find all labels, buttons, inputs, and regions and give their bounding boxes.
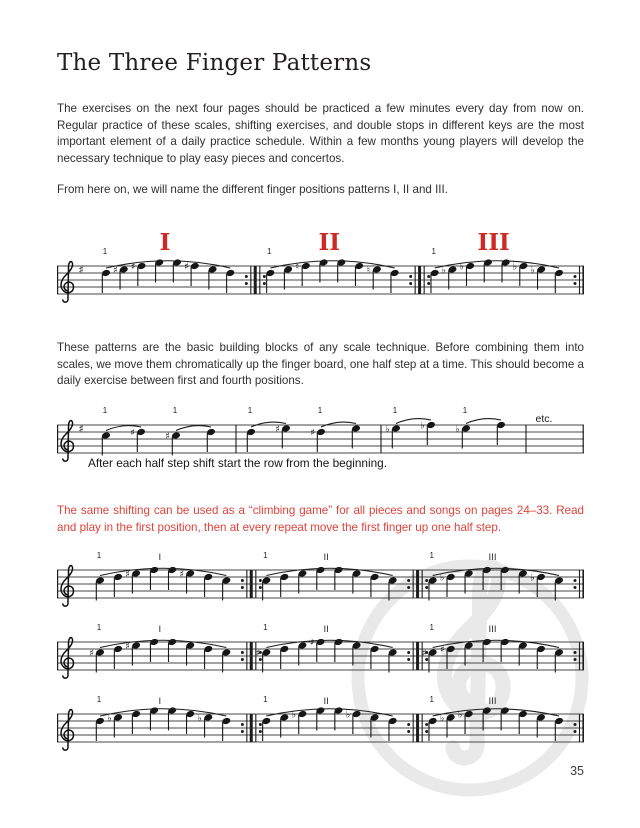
svg-text:♯: ♯ — [165, 430, 170, 442]
svg-text:1: 1 — [263, 551, 268, 560]
staff-system-climbing-row-2-svg — [57, 620, 584, 684]
svg-text:III: III — [488, 624, 497, 635]
svg-text:♭: ♭ — [385, 423, 390, 435]
svg-text:♭: ♭ — [291, 709, 297, 721]
svg-text:II: II — [323, 696, 329, 707]
svg-text:♯: ♯ — [125, 568, 130, 580]
svg-text:♯: ♯ — [112, 264, 118, 276]
svg-text:♯: ♯ — [179, 568, 185, 580]
svg-text:♯: ♯ — [89, 647, 94, 659]
staff-system-climbing-row-3 — [57, 692, 584, 761]
svg-text:♭: ♭ — [420, 420, 425, 432]
svg-text:1: 1 — [429, 695, 434, 704]
svg-text:♭: ♭ — [530, 264, 535, 276]
svg-text:1: 1 — [96, 695, 102, 704]
svg-text:♯: ♯ — [78, 263, 84, 277]
svg-text:♮: ♮ — [295, 261, 300, 273]
intro-paragraph: The exercises on the next four pages should be practiced a few minutes every day from now on. Regular practice of these scales, shifting exercises, and double stops in different keys are the most important element of a daily practice schedule. Within a few months young players will develop the necessary technique to play easy pieces and concertos. — [57, 102, 584, 165]
svg-text:♯: ♯ — [130, 427, 135, 439]
svg-text:♯: ♯ — [130, 261, 136, 273]
svg-text:♭: ♭ — [458, 709, 463, 721]
svg-text:♯: ♯ — [125, 640, 130, 652]
svg-text:♭: ♭ — [197, 712, 203, 724]
svg-text:♯: ♯ — [78, 422, 84, 436]
svg-text:II: II — [318, 229, 341, 256]
svg-text:♭: ♭ — [530, 572, 535, 584]
svg-text:♭: ♭ — [107, 712, 112, 724]
svg-text:II: II — [323, 624, 329, 635]
staff-system-climbing-row-3-svg — [57, 692, 584, 756]
svg-text:etc.: etc. — [535, 413, 553, 425]
svg-text:1: 1 — [462, 406, 468, 415]
svg-text:♭: ♭ — [439, 712, 445, 724]
staff-system-climbing-row-1 — [57, 548, 584, 617]
shift-caption: After each half step shift start the row from the beginning. — [88, 456, 388, 470]
svg-text:♯: ♯ — [275, 423, 280, 435]
svg-text:1: 1 — [263, 623, 268, 632]
svg-text:III: III — [488, 696, 497, 707]
svg-text:♯: ♯ — [310, 427, 315, 439]
svg-text:♯: ♯ — [184, 261, 189, 273]
svg-text:II: II — [323, 552, 329, 563]
svg-text:♯: ♯ — [255, 647, 261, 659]
building-blocks-paragraph: These patterns are the basic building blocks of any scale technique. Before combining them into scales, we move them chromatically up the finger board, one half step at a time. This should become a daily exercise between first and fourth positions. — [57, 341, 584, 388]
staff-system-patterns-overview — [57, 222, 584, 311]
staff-system-patterns-overview-svg — [57, 222, 584, 306]
svg-text:I: I — [159, 229, 171, 256]
svg-text:♯: ♯ — [439, 644, 445, 656]
svg-text:♭: ♭ — [439, 572, 445, 584]
svg-text:♭: ♭ — [455, 423, 460, 435]
svg-text:1: 1 — [429, 551, 434, 560]
svg-text:1: 1 — [247, 406, 253, 415]
svg-text:I: I — [158, 696, 162, 707]
svg-text:1: 1 — [263, 695, 268, 704]
svg-text:♯: ♯ — [309, 637, 315, 649]
svg-text:♯: ♯ — [421, 647, 427, 659]
svg-text:1: 1 — [96, 551, 102, 560]
svg-text:1: 1 — [431, 247, 436, 256]
svg-text:1: 1 — [317, 406, 323, 415]
svg-text:1: 1 — [102, 406, 108, 415]
staff-system-chromatic-shift-svg — [57, 405, 584, 463]
svg-text:1: 1 — [96, 623, 102, 632]
svg-text:♭: ♭ — [459, 261, 464, 273]
svg-text:1: 1 — [267, 247, 272, 256]
svg-text:III: III — [477, 229, 510, 256]
svg-text:1: 1 — [392, 406, 398, 415]
page-title: The Three Finger Patterns — [57, 50, 372, 76]
staff-system-climbing-row-1-svg — [57, 548, 584, 612]
staff-system-climbing-row-2 — [57, 620, 584, 689]
svg-text:1: 1 — [172, 406, 178, 415]
climbing-game-note: The same shifting can be used as a “climbing game” for all pieces and songs on pages 24–33. Read and play in the first position, then at every repeat move the first finger up one half step. — [57, 504, 584, 534]
svg-text:♭: ♭ — [345, 709, 351, 721]
svg-text:♭: ♭ — [512, 261, 518, 273]
svg-text:1: 1 — [429, 623, 434, 632]
svg-text:1: 1 — [102, 247, 108, 256]
svg-text:I: I — [158, 552, 162, 563]
naming-paragraph: From here on, we will name the different finger positions patterns I, II and III. — [57, 183, 448, 196]
svg-text:♮: ♮ — [366, 264, 371, 276]
svg-text:I: I — [158, 624, 162, 635]
svg-text:III: III — [488, 552, 497, 563]
page-number: 35 — [570, 764, 584, 778]
svg-text:♭: ♭ — [441, 264, 447, 276]
